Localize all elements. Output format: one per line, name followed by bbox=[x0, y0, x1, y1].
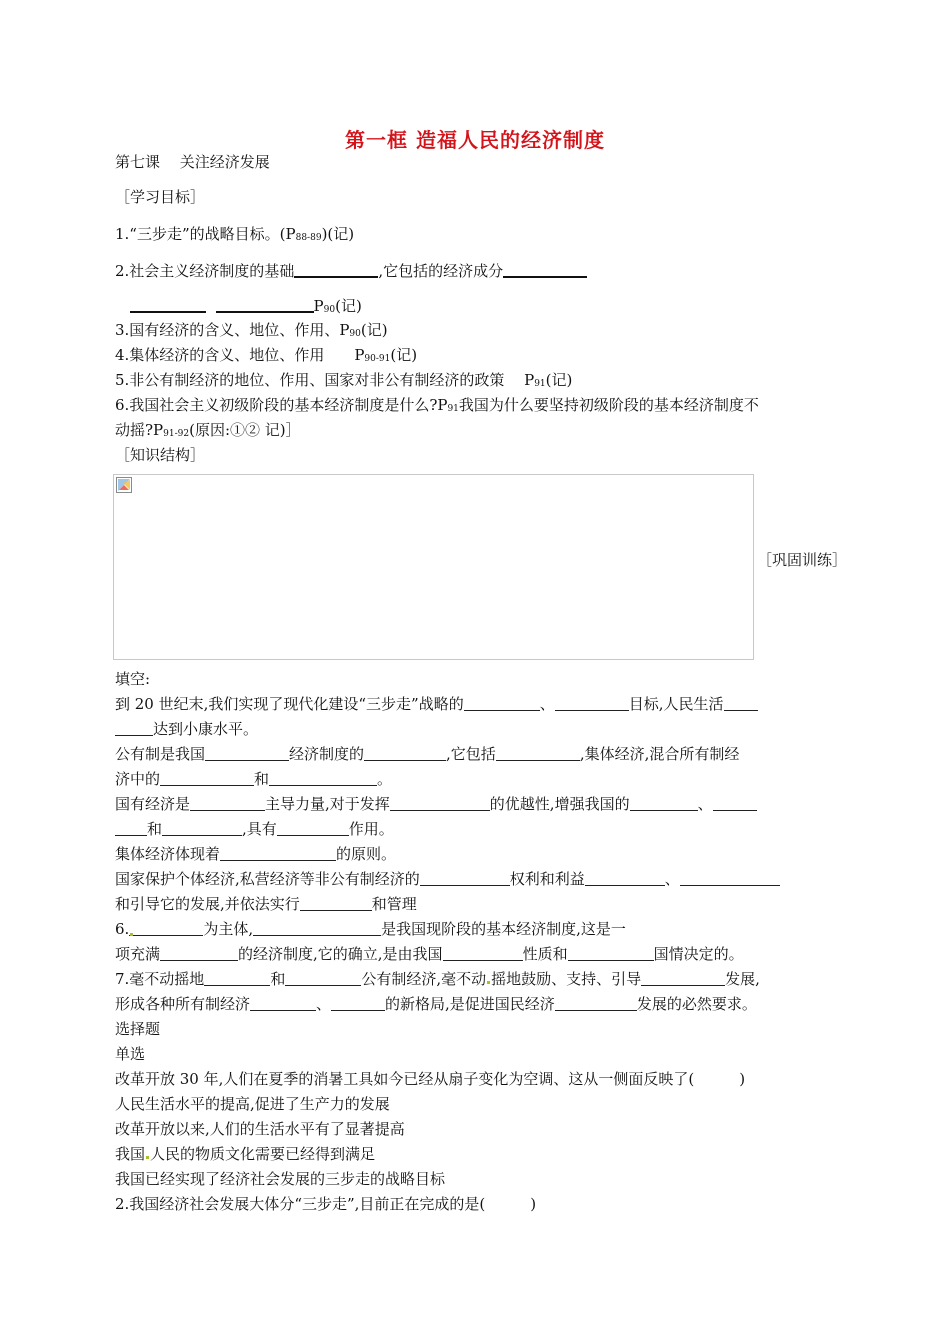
lesson-heading: 第七课 关注经济发展 bbox=[115, 153, 270, 171]
goal-6-cont: 动摇$?P_{91-92}$(原因:①② 记)］ bbox=[115, 421, 301, 439]
fill-line: 达到小康水平。 bbox=[115, 719, 258, 739]
fill-line: 国家保护个体经济,私营经济等非公有制经济的 权利和利益 、 bbox=[115, 869, 780, 889]
goal-1: 1.“三步走”的战略目标。$(P_{88-89})$(记) bbox=[115, 225, 355, 243]
option-1: 人民生活水平的提高,促进了生产力的发展 bbox=[115, 1095, 390, 1113]
fill-line: 6. 为主体, 是我国现阶段的基本经济制度,这是一 bbox=[115, 920, 626, 938]
goal-5: 5.非公有制经济的地位、作用、国家对非公有制经济的政策 $P_{91}$(记) bbox=[115, 371, 573, 389]
fill-line: 7.毫不动摇地 和 公有制经济,毫不动 摇地鼓励、支持、引导 发展, bbox=[115, 970, 760, 988]
choice-heading: 选择题 bbox=[115, 1020, 161, 1038]
option-2: 改革开放以来,人们的生活水平有了显著提高 bbox=[115, 1120, 405, 1138]
question-1: 改革开放 30 年,人们在夏季的消暑工具如今已经从扇子变化为空调、这从一侧面反映了( ) bbox=[115, 1070, 746, 1088]
goal-2: 2.社会主义经济制度的基础 ,它包括的经济成分 bbox=[115, 261, 587, 281]
page-title: 第一框 造福人民的经济制度 bbox=[345, 128, 605, 152]
fill-line: 集体经济体现着 的原则。 bbox=[115, 845, 397, 863]
fill-line: 到 20 世纪末,我们实现了现代化建设“三步走”战略的 、 目标,人民生活 bbox=[115, 694, 758, 714]
fill-heading: 填空: bbox=[115, 670, 151, 688]
goal-3: 3.国有经济的含义、地位、作用、$P_{90}$(记) bbox=[115, 321, 388, 339]
question-2: 2.我国经济社会发展大体分“三步走”,目前正在完成的是( ) bbox=[115, 1195, 537, 1213]
fill-line: 公有制是我国 经济制度的 ,它包括 ,集体经济,混合所有制经 bbox=[115, 745, 740, 763]
goal-6: 6.我国社会主义初级阶段的基本经济制度是什么$?P_{91}$我国为什么要坚持初级阶段的基本经济制度不 bbox=[115, 396, 759, 414]
goal-2-cont: $P_{90}$(记) bbox=[130, 296, 362, 320]
fill-line: 国有经济是 主导力量,对于发挥 的优越性,增强我国的 、 bbox=[115, 794, 757, 814]
choice-subheading: 单选 bbox=[115, 1045, 146, 1063]
structure-heading: ［知识结构］ bbox=[115, 446, 206, 464]
fill-line: 和 ,具有 作用。 bbox=[115, 819, 394, 839]
consolidation-heading: ［巩固训练］ bbox=[757, 551, 848, 569]
fill-line: 和引导它的发展,并依法实行 和管理 bbox=[115, 895, 417, 913]
fill-line: 形成各种所有制经济 、 的新格局,是促进国民经济 发展的必然要求。 bbox=[115, 995, 757, 1013]
fill-line: 项充满 的经济制度,它的确立,是由我国 性质和 国情决定的。 bbox=[115, 945, 744, 963]
goal-4: 4.集体经济的含义、地位、作用 $P_{90-91}$(记) bbox=[115, 346, 418, 364]
knowledge-structure-image-frame bbox=[113, 474, 754, 660]
broken-image-icon bbox=[116, 477, 132, 493]
fill-line: 济中的 和 。 bbox=[115, 770, 393, 788]
option-3: 我国 人民的物质文化需要已经得到满足 bbox=[115, 1145, 376, 1163]
option-4: 我国已经实现了经济社会发展的三步走的战略目标 bbox=[115, 1170, 446, 1188]
goals-heading: ［学习目标］ bbox=[115, 188, 206, 206]
